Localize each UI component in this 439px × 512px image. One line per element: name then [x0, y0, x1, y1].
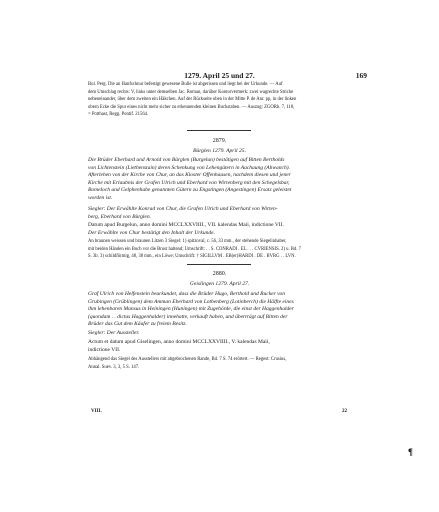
dating-clause: [88, 222, 358, 237]
document-number: 2880.: [212, 271, 227, 277]
seals-line: mit beiden Händen ein Buch vor die Brust haltend; Umschrift: . . S. CONRADI . EL . . . CVRIENSIS. 2) u. Bd. 7: [88, 246, 301, 252]
summary-line: von Lichtenstein (Liethenstain) deren Schenkung von Lehengütern in Aachaung (Ahwanch).: [88, 164, 290, 171]
summary-line: (quondam . . dictus Haggenhalder) innehatte, verkauft haben, und überträgt auf Bitten der: [88, 313, 288, 320]
sealers-line: berg, Eberhard von Bürglen.: [88, 213, 151, 220]
note-line: nebeneinander, über dem zweiten ein Häkchen. Auf der Rückseite oben in der Mitte P. de Anr. pp, in der linken: [88, 97, 297, 103]
dating-line: Actum et datum apud Giselingen, anno domini MCCLXXVIIII., V. kalendas Maii,: [88, 339, 270, 345]
sealers: [88, 206, 358, 221]
summary-line: Afterlehen von der Kirche von Chur, an das Kloster Offenhausen, nachdem diesen und jener: [88, 172, 291, 179]
seal-note: [88, 356, 358, 371]
note-line: Bul. Perg. Die an Hanfschnur befestigt gewesene Bulle ist abgerissen und liegt bei der Urkunde. — Auf: [88, 82, 283, 87]
note-line: dem Umschlag rechts: V, links unter demselben Jac. Roman, darüber Kontorvermerk: zwei wagrechte Striche: [88, 89, 294, 95]
summary-line: Grubingen (Grüblingen) dem Amman Eberhard von Lothenberg (Lotinberch) die Hälfte eines: [88, 298, 294, 305]
summary-line: Graf Ulrich von Helfenstein beurkundet, dass die Brüder Hugo, Berthold und Rucker von: [88, 291, 286, 297]
signature-mark: VIII.: [91, 409, 102, 414]
summary-line: Die Brüder Eberhard und Arnold von Bürglen (Burgelun) bestätigen auf Bitten Bertholds: [88, 157, 285, 163]
document-summary: [88, 291, 358, 329]
running-header: 1279. April 25 und 27.: [184, 71, 255, 80]
seal-note-line: Abhängend das Siegel des Ausstellers mit abgebrochenen Rande, Bd. 7 S. 74 erörtert. — Regest: Crusius,: [88, 357, 287, 362]
sealer-line: Siegler: Der Aussteller.: [88, 330, 140, 336]
summary-line: ihm lehenbaren Mansus in Heiningen (Huningen) mit Zugehörde, die einst der Haggenhalder: [88, 306, 294, 313]
note-line: obern Ecke die Spur eines nicht mehr sicher zu erkennenden kleinen Buchstaben. — Auszug: ZGORh. 7, 118,: [88, 104, 295, 110]
dating-line: Datum apud Burgelun, anno domini MCCLXXVIIII., VII. kalendas Maii, indictione VII.: [88, 222, 284, 228]
summary-line: worden ist.: [88, 194, 113, 201]
dating-line: indictione VII.: [88, 346, 121, 353]
seals-description: [88, 238, 358, 261]
sheet-number: 22: [342, 409, 347, 414]
summary-line: Bomeloch und Gelphenhube genannten Gütern zu Engstingen (Angestingen) Ersatz geleistet: [88, 187, 292, 194]
seals-line: S. 3b. 3) schildförmig, 48, 38 mm., ein Löwe; Umschrift: † SIGILLVM . EB(er)HARDI . DE . BVRG . . LVN.: [88, 254, 296, 260]
page-number: 169: [355, 71, 367, 80]
dating-clause: [88, 339, 358, 354]
document-place-date: Bürglen 1279. April 25.: [193, 148, 246, 154]
note-line: = Potthast, Regg. Pontif. 21564.: [88, 112, 149, 118]
sealer: [88, 330, 358, 338]
document-number: 2879.: [212, 138, 227, 144]
document-summary: [88, 157, 358, 203]
seal-note-line: Annal. Suev. 3, 3, 5 S. 147.: [88, 364, 140, 370]
summary-line: Brüder das Gut dem Käufer zu freiem Besitz.: [88, 321, 187, 328]
document-place-date: Geislingen 1279. April 27.: [189, 281, 250, 287]
sealers-line: Siegler: Der Erwählte Konrad von Chur, die Grafen Ulrich und Eberhard von Wirten-: [88, 206, 278, 212]
previous-document-note: [88, 81, 358, 119]
summary-line: Kirche mit Erlaubnis der Grafen Ulrich und Eberhard von Wirtenberg mit den Schegelsbar,: [88, 179, 290, 186]
confirmation-line: Der Erwählte von Chur bestätigt den Inhalt der Urkunde.: [88, 229, 215, 236]
margin-mark: ¶: [408, 447, 413, 457]
seals-line: An braunen weissen und braunen Litzen 3 Siegel: 1) spitzoval, c. 56, 33 mm., der stehende Siegelinhaber,: [88, 239, 287, 244]
section-divider: [187, 264, 251, 265]
section-divider: [187, 130, 251, 131]
